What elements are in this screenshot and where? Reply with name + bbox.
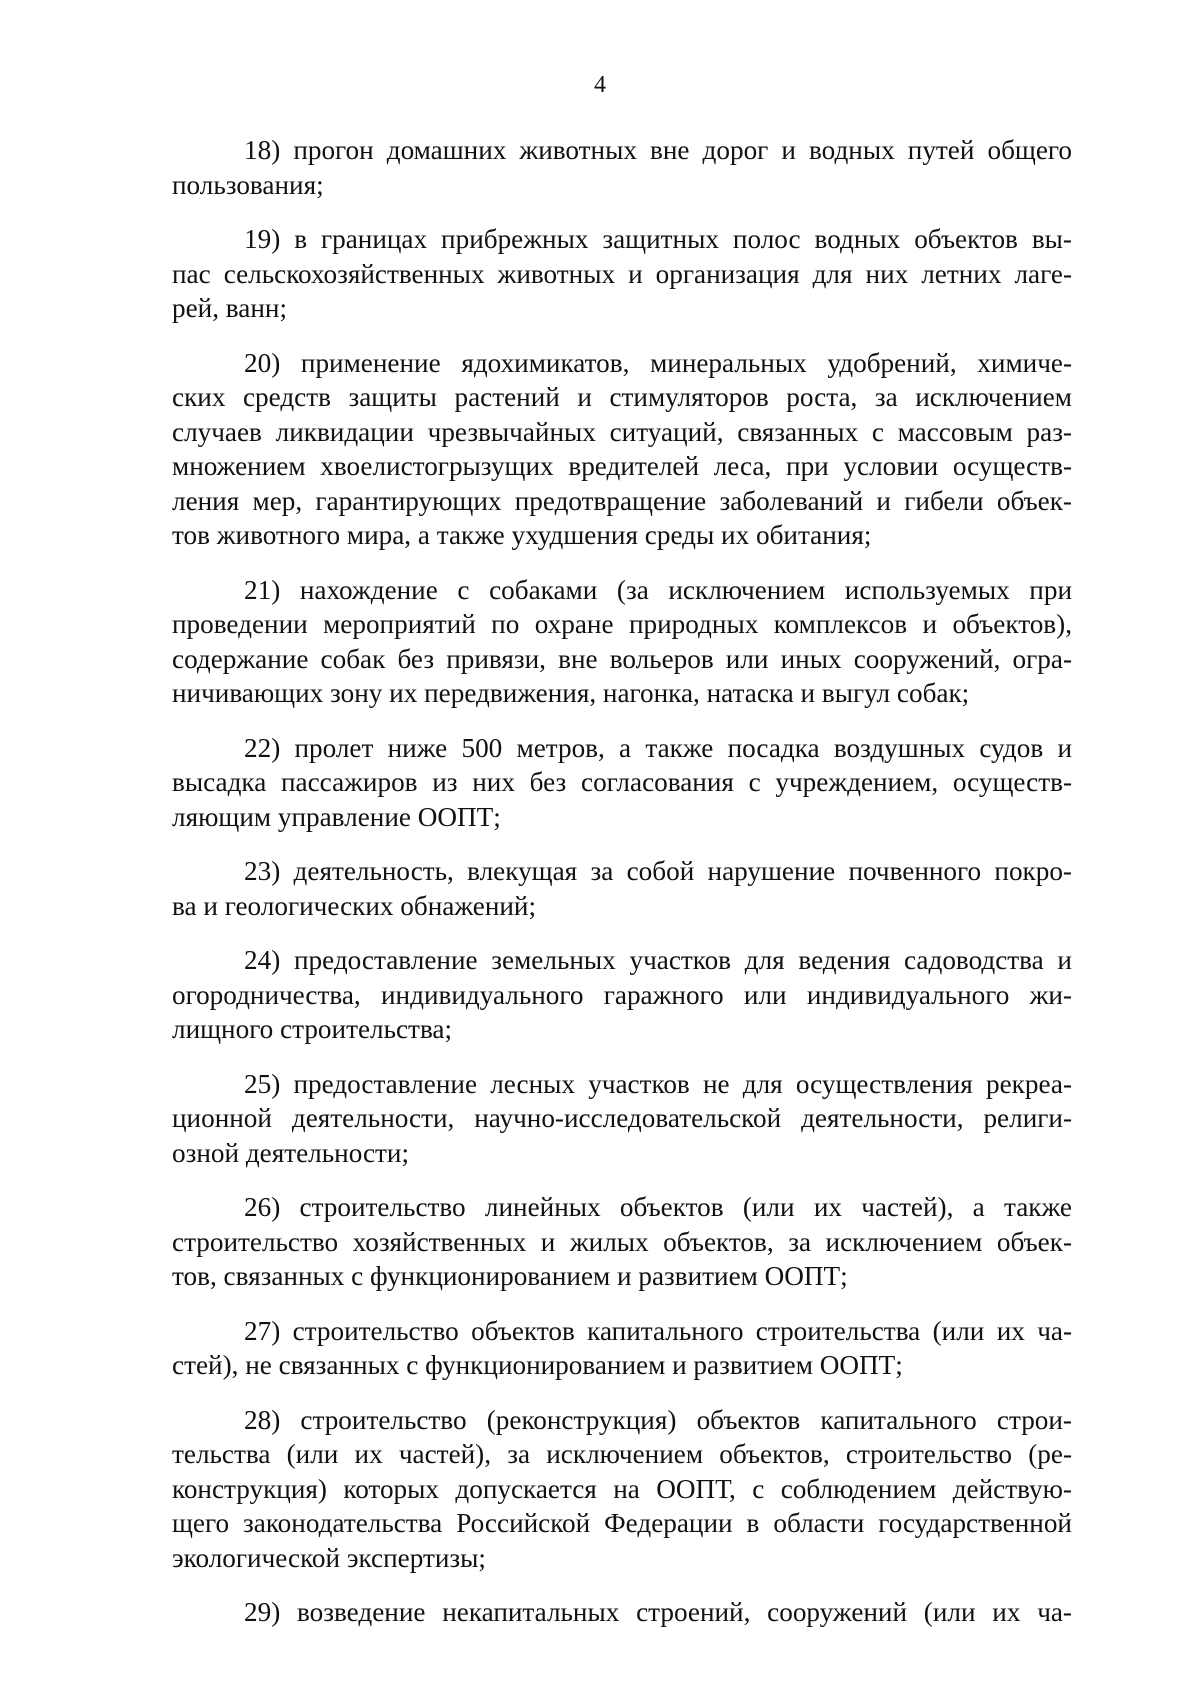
list-item-paragraph [172, 1403, 1072, 1576]
text-line: конструкция) которых допускается на ООПТ, с соблюдением действую- [172, 1473, 1072, 1504]
text-line: 22) пролет ниже 500 метров, а также посадка воздушных судов и [244, 732, 1072, 763]
text-line: проведении мероприятий по охране природных комплексов и объектов), [172, 609, 1072, 639]
text-line: пользования; [172, 169, 324, 200]
list-item-paragraph [172, 346, 1072, 553]
text-line: содержание собак без привязи, вне вольеров или иных сооружений, огра- [172, 643, 1072, 674]
text-line: ления мер, гарантирующих предотвращение заболеваний и гибели объек- [172, 485, 1072, 516]
text-line: 26) строительство линейных объектов (или их частей), а также [244, 1192, 1072, 1222]
list-item-paragraph [172, 1595, 1072, 1630]
text-line: 23) деятельность, влекущая за собой нарушение почвенного покро- [244, 856, 1072, 886]
text-line: огородничества, индивидуального гаражного или индивидуального жи- [172, 979, 1072, 1010]
text-line: 21) нахождение с собаками (за исключением используемых при [244, 574, 1072, 605]
text-line: тов, связанных с функционированием и развитием ООПТ; [172, 1261, 848, 1291]
text-line: ва и геологических обнажений; [172, 890, 537, 921]
text-line: лищного строительства; [172, 1014, 453, 1044]
page-number: 4 [594, 72, 606, 98]
text-line: 27) строительство объектов капитального строительства (или их ча- [244, 1315, 1072, 1346]
text-line: случаев ликвидации чрезвычайных ситуаций, связанных с массовым раз- [172, 416, 1072, 447]
text-line: тов животного мира, а также ухудшения среды их обитания; [172, 520, 872, 550]
text-line: 29) возведение некапитальных строений, сооружений (или их ча- [244, 1597, 1072, 1627]
document-body [172, 133, 1072, 1650]
text-line: пас сельскохозяйственных животных и организация для них летних лаге- [172, 258, 1072, 289]
list-item-paragraph [172, 1314, 1072, 1383]
list-item-paragraph [172, 731, 1072, 835]
text-line: озной деятельности; [172, 1137, 410, 1168]
text-line: рей, ванн; [172, 293, 288, 323]
text-line: ничивающих зону их передвижения, нагонка, натаска и выгул собак; [172, 678, 970, 708]
text-line: тельства (или их частей), за исключением объектов, строительство (ре- [172, 1439, 1072, 1469]
text-line: 18) прогон домашних животных вне дорог и водных путей общего [244, 135, 1072, 165]
text-line: ских средств защиты растений и стимуляторов роста, за исключением [172, 382, 1072, 412]
text-line: множением хвоелистогрызущих вредителей леса, при условии осуществ- [172, 451, 1072, 481]
text-line: строительство хозяйственных и жилых объектов, за исключением объек- [172, 1226, 1072, 1257]
text-line: щего законодательства Российской Федерации в области государственной [172, 1508, 1072, 1538]
text-line: ляющим управление ООПТ; [172, 801, 501, 832]
text-line: 20) применение ядохимикатов, минеральных удобрений, химиче- [244, 347, 1072, 378]
text-line: 24) предоставление земельных участков для ведения садоводства и [244, 945, 1072, 975]
text-line: 25) предоставление лесных участков не для осуществления рекреа- [244, 1068, 1072, 1099]
list-item-paragraph [172, 222, 1072, 326]
text-line: ционной деятельности, научно-исследовательской деятельности, религи- [172, 1103, 1072, 1133]
list-item-paragraph [172, 133, 1072, 202]
text-line: высадка пассажиров из них без согласования с учреждением, осуществ- [172, 767, 1072, 797]
text-line: 28) строительство (реконструкция) объектов капитального строи- [244, 1404, 1072, 1435]
list-item-paragraph [172, 573, 1072, 711]
text-line: 19) в границах прибрежных защитных полос водных объектов вы- [244, 224, 1072, 254]
list-item-paragraph [172, 1190, 1072, 1294]
text-line: экологической экспертизы; [172, 1542, 486, 1573]
text-line: стей), не связанных с функционированием и развитием ООПТ; [172, 1350, 903, 1380]
list-item-paragraph [172, 854, 1072, 923]
list-item-paragraph [172, 943, 1072, 1047]
list-item-paragraph [172, 1067, 1072, 1171]
